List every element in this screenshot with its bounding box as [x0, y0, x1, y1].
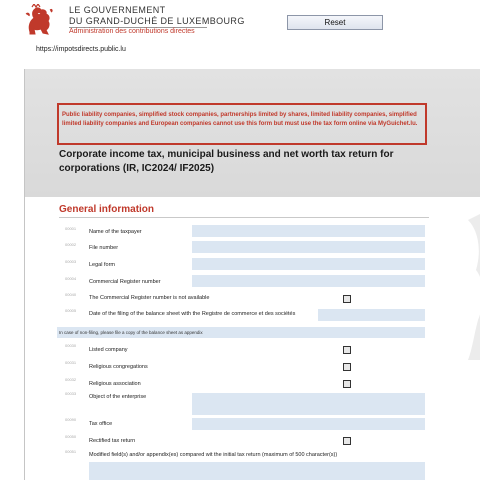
field-code: 00050 — [65, 434, 77, 439]
religious-association-checkbox[interactable] — [343, 380, 351, 388]
field-code: 00031 — [65, 360, 77, 365]
field-label-rectified-return: Rectified tax return — [89, 438, 136, 444]
site-header — [0, 0, 480, 68]
reset-button[interactable]: Reset — [287, 15, 383, 30]
sheet-border — [24, 69, 25, 480]
field-code: 00001 — [65, 226, 77, 231]
field-code: 00051 — [65, 449, 77, 454]
government-subtitle: DU GRAND-DUCHÉ DE LUXEMBOURG — [69, 16, 245, 26]
field-label-religious-association: Religious association — [89, 381, 141, 387]
field-label-legal-form: Legal form — [89, 262, 115, 268]
field-label-enterprise-object: Object of the enterprise — [89, 394, 147, 400]
field-label-balance-sheet-date: Date of the filing of the balance sheet with the Registre de commerce et des sociétés — [89, 311, 296, 317]
non-filing-note: In case of non-filing, please file a copy of the balance sheet as appendix — [57, 327, 425, 338]
field-code: 00004 — [65, 276, 77, 281]
religious-congregations-checkbox[interactable] — [343, 363, 351, 371]
field-label-register-not-available: The Commercial Register number is not available — [89, 295, 210, 301]
field-code: 00005 — [65, 308, 77, 313]
form-title: Corporate income tax, municipal business and net worth tax return for corporations (IR, IC2024/ IF2025) — [59, 149, 394, 174]
legal-form-input[interactable] — [192, 258, 425, 270]
online-filing-notice: Public liability companies, simplified stock companies, partnerships limited by shares, limited liability companies, simplified limited liability companies and European companies cannot use this form but must use the tax form online via MyGuichet.lu. — [57, 103, 427, 145]
commercial-register-input[interactable] — [192, 275, 425, 287]
section-divider — [59, 217, 429, 218]
register-not-available-checkbox[interactable] — [343, 295, 351, 303]
tax-office-input[interactable] — [192, 418, 425, 430]
listed-company-checkbox[interactable] — [343, 346, 351, 354]
lion-watermark-icon — [448, 210, 480, 360]
field-label-religious-congregations: Religious congregations — [89, 364, 148, 370]
field-code: 00040 — [65, 292, 77, 297]
field-code: 00090 — [65, 417, 77, 422]
site-url[interactable]: https://impotsdirects.public.lu — [36, 46, 126, 53]
government-title: LE GOUVERNEMENT — [69, 5, 166, 15]
field-code: 00030 — [65, 343, 77, 348]
file-number-input[interactable] — [192, 241, 425, 253]
red-lion-icon — [24, 4, 54, 36]
enterprise-object-textarea[interactable] — [192, 393, 425, 415]
field-code: 00033 — [65, 391, 77, 396]
administration-name: Administration des contributions directes — [69, 28, 195, 35]
field-label-listed-company: Listed company — [89, 347, 128, 353]
field-label-file-number: File number — [89, 245, 119, 251]
field-code: 00003 — [65, 259, 77, 264]
section-title-general-information: General information — [59, 204, 155, 215]
rectified-return-checkbox[interactable] — [343, 437, 351, 445]
field-label-modified-fields: Modified field(s) and/or appendix(es) compared wit the initial tax return (maximum of 500 character(s)) — [89, 452, 338, 458]
taxpayer-name-input[interactable] — [192, 225, 425, 237]
modified-fields-textarea[interactable] — [89, 462, 425, 480]
field-label-tax-office: Tax office — [89, 421, 113, 427]
field-label-taxpayer-name: Name of the taxpayer — [89, 229, 142, 235]
balance-sheet-date-input[interactable] — [318, 309, 425, 321]
field-code: 00002 — [65, 242, 77, 247]
field-code: 00032 — [65, 377, 77, 382]
field-label-commercial-register: Commercial Register number — [89, 279, 161, 285]
